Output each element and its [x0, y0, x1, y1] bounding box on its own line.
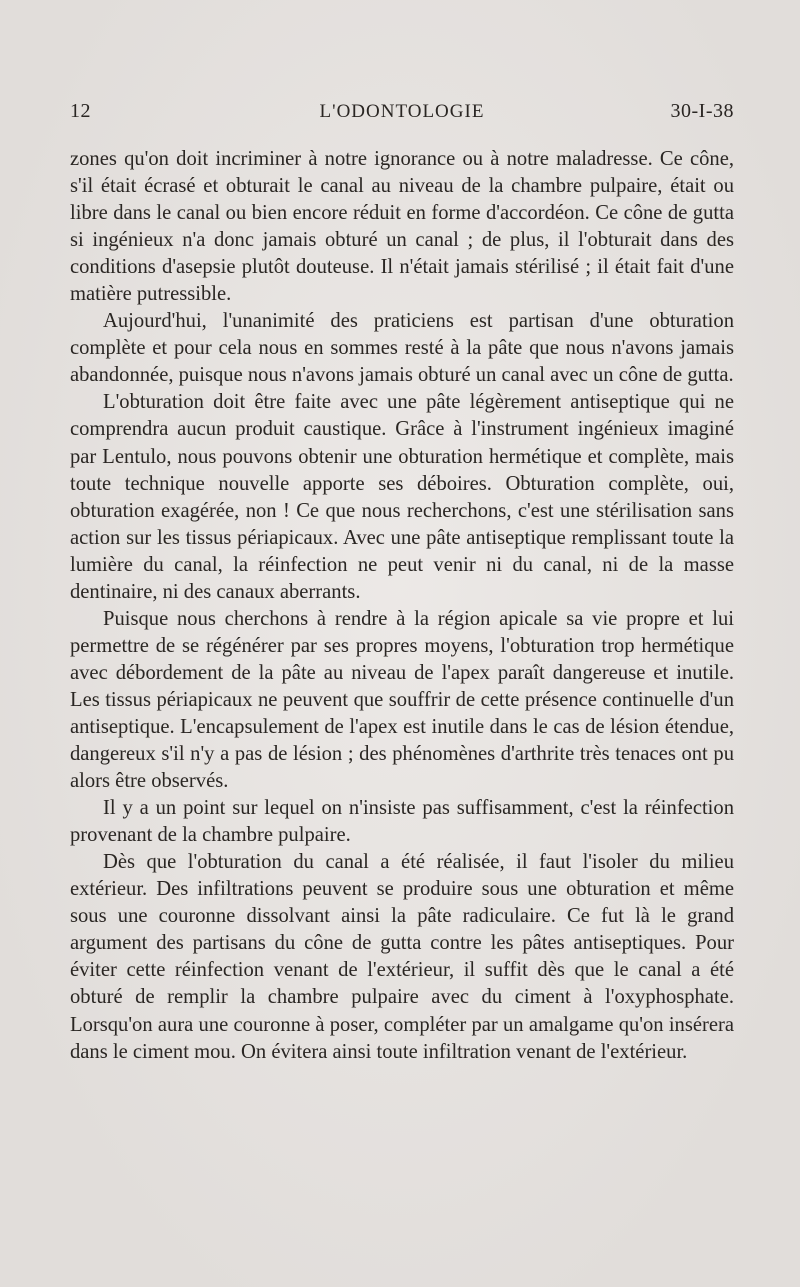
paragraph: Aujourd'hui, l'unanimité des praticiens est partisan d'une obturation complète et pour cela nous en sommes resté à la pâte que nous n'avons jamais abandonnée, puisque nous n'avons jamais obturé un canal avec un cône de gutta. — [70, 310, 734, 387]
paragraph: Dès que l'obturation du canal a été réalisée, il faut l'isoler du milieu extérieur. Des infiltrations peuvent se produire sous une obturation et même sous une couronne dissolvant ainsi la pâte radiculaire. Ce fut là le grand argument des partisans du cône de gutta contre les pâtes antiseptiques. Pour éviter cette réinfection venant de l'extérieur, il suffit dès que le canal a été obturé de remplir la chambre pulpaire avec du ciment à l'oxyphosphate. Lorsqu'on aura une couronne à poser, compléter par un amalgame qu'on insérera dans le ciment mou. On évitera ainsi toute infiltration venant de l'extérieur. — [70, 851, 734, 1063]
paragraph: zones qu'on doit incriminer à notre ignorance ou à notre maladresse. Ce cône, s'il était écrasé et obturait le canal au niveau de la chambre pulpaire, était ou libre dans le canal ou bien encore réduit en forme d'accordéon. Ce cône de gutta si ingénieux n'a donc jamais obturé un canal ; de plus, il l'obturait dans des conditions d'asepsie plutôt douteuse. Il n'était jamais stérilisé ; il était fait d'une matière putressible. — [70, 148, 734, 306]
article-body — [70, 146, 734, 1066]
paragraph: L'obturation doit être faite avec une pâte légèrement antiseptique qui ne comprendra aucun produit caustique. Grâce à l'instrument ingénieux imaginé par Lentulo, nous pouvons obtenir une obturation hermétique et complète, mais toute technique nouvelle apporte ses déboires. Obturation complète, oui, obturation exagérée, non ! Ce que nous recherchons, c'est une stérilisation sans action sur les tissus périapicaux. Avec une pâte antiseptique remplissant toute la lumière du canal, la réinfection ne peut venir ni du canal, ni de la masse dentinaire, ni des canaux aberrants. — [70, 391, 734, 603]
page-number: 12 — [70, 100, 91, 122]
page-header — [70, 100, 734, 130]
running-title: L'ODONTOLOGIE — [319, 101, 485, 122]
issue-date: 30-I-38 — [670, 100, 734, 122]
paragraph: Puisque nous cherchons à rendre à la région apicale sa vie propre et lui permettre de se régénérer par ses propres moyens, l'obturation trop hermétique avec débordement de la pâte au niveau de l'apex paraît dangereuse et inutile. Les tissus périapicaux ne peuvent que souffrir de cette présence continuelle d'un antiseptique. L'encapsulement de l'apex est inutile dans le cas de lésion étendue, dangereux s'il n'y a pas de lésion ; des phénomènes d'arthrite très tenaces ont pu alors être observés. — [70, 607, 734, 793]
paragraph: Il y a un point sur lequel on n'insiste pas suffisamment, c'est la réinfection provenant de la chambre pulpaire. — [70, 797, 734, 847]
